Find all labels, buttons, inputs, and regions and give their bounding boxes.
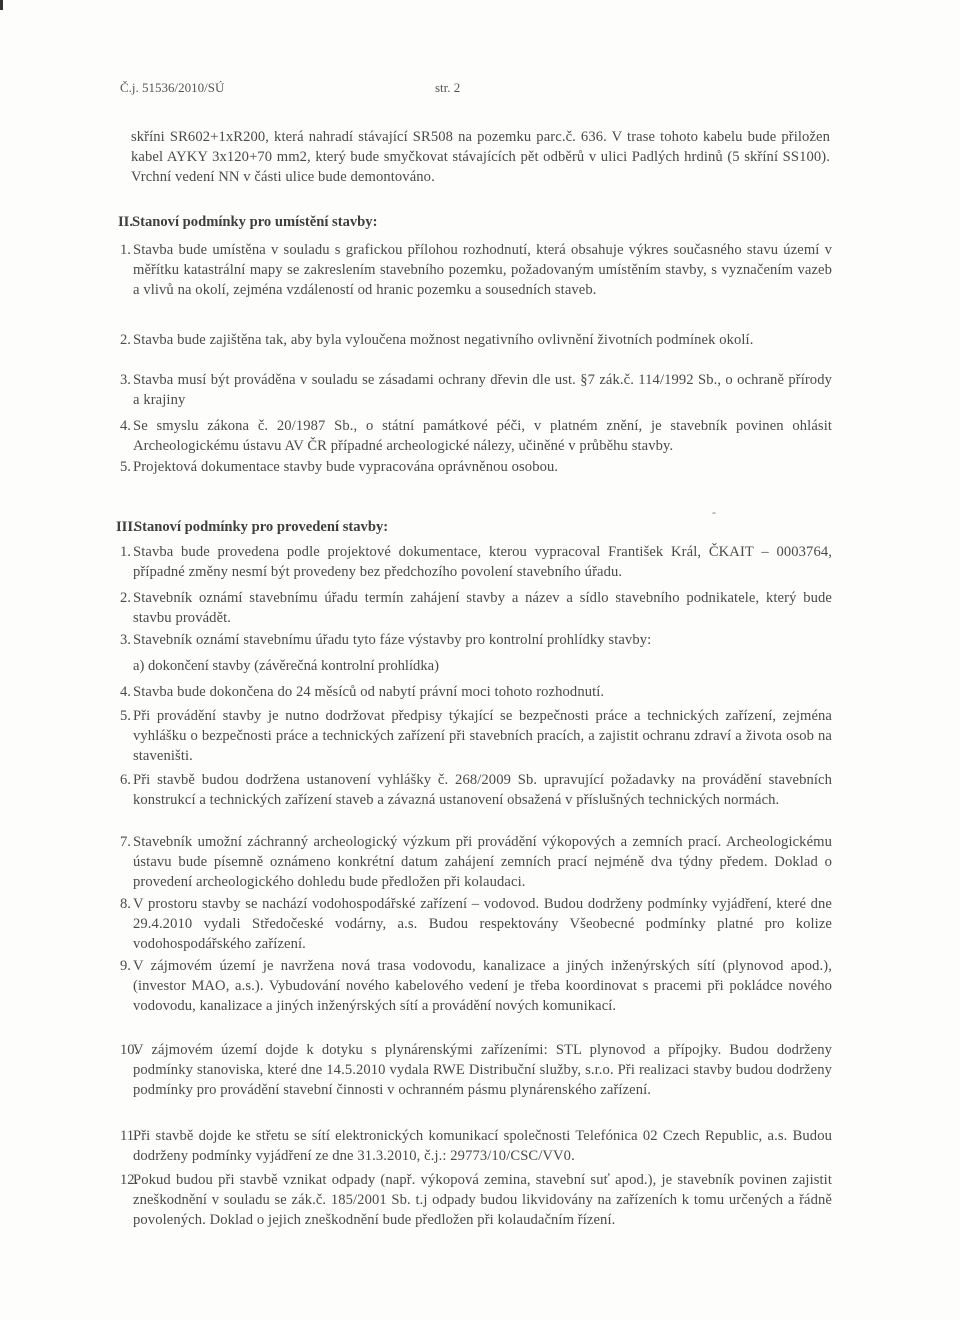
item-text: Stavebník umožní záchranný archeologický výzkum při provádění výkopových a zemních prací. Archeologickému ústavu bude písemně oznámeno konkrétní datum zahájení zemních prací nejméně dva týdny předem. Doklad o provedení archeologického dohledu bude předložen při kolaudaci. bbox=[133, 834, 832, 890]
item-text: Projektová dokumentace stavby bude vypracována oprávněnou osobou. bbox=[133, 459, 559, 475]
item-text: Stavba musí být prováděna v souladu se zásadami ochrany dřevin dle ust. §7 zák.č. 114/1992 Sb., o ochraně přírody a krajiny bbox=[133, 372, 832, 408]
section-3-title: Stanoví podmínky pro provedení stavby: bbox=[134, 519, 389, 535]
s3-item-3 bbox=[120, 630, 832, 650]
s3-item-10 bbox=[120, 1040, 832, 1100]
item-number: 10. bbox=[120, 1042, 139, 1058]
item-number: 3. bbox=[120, 372, 131, 388]
item-number: 5. bbox=[120, 708, 131, 724]
section-2-title: Stanoví podmínky pro umístění stavby: bbox=[132, 214, 378, 230]
item-number: 2. bbox=[120, 590, 131, 606]
intro-paragraph: skříni SR602+1xR200, která nahradí stávající SR508 na pozemku parc.č. 636. V trase tohoto kabelu bude přiložen kabel AYKY 3x120+70 mm2, který bude smyčkovat stávajících pět odběrů v ulici Padlých hrdinů (5 skříní SS100). Vrchní vedení NN v části ulice bude demontováno. bbox=[131, 129, 830, 185]
s3-item-5 bbox=[120, 706, 832, 766]
s2-item-5 bbox=[120, 457, 832, 477]
item-number: 11. bbox=[120, 1128, 138, 1144]
item-text: V zájmovém území dojde k dotyku s plynárenskými zařízeními: STL plynovod a přípojky. Budou dodrženy podmínky stanoviska, které dne 14.5.2010 vydala RWE Distribuční služby, s.r.o. Při realizaci stavby budou dodrženy podmínky pro provádění stavební činnosti v ochranném pásmu plynárenského zařízení. bbox=[133, 1042, 832, 1098]
item-number: 6. bbox=[120, 772, 131, 788]
section-2-number: II. bbox=[118, 214, 134, 230]
scan-edge-mark bbox=[0, 0, 3, 10]
item-text: Stavba bude dokončena do 24 měsíců od nabytí právní moci tohoto rozhodnutí. bbox=[133, 684, 605, 700]
s2-item-3 bbox=[120, 370, 832, 410]
s3-item-3-sub-a: a) dokončení stavby (závěrečná kontrolní prohlídka) bbox=[133, 658, 439, 674]
stray-dash: - bbox=[712, 505, 716, 519]
s3-item-11 bbox=[120, 1126, 832, 1166]
item-number: 1. bbox=[120, 544, 131, 560]
item-text: Stavba bude zajištěna tak, aby byla vyloučena možnost negativního ovlivnění životních podmínek okolí. bbox=[133, 332, 754, 348]
item-number: 12. bbox=[120, 1172, 139, 1188]
s3-item-9 bbox=[120, 956, 832, 1016]
item-number: 2. bbox=[120, 332, 131, 348]
item-number: 1. bbox=[120, 242, 131, 258]
item-number: 8. bbox=[120, 896, 131, 912]
s3-item-7 bbox=[120, 832, 832, 892]
s2-item-4 bbox=[120, 416, 832, 456]
item-text: Se smyslu zákona č. 20/1987 Sb., o státní památkové péči, v platném znění, je stavebník povinen ohlásit Archeologickému ústavu AV ČR případné archeologické nálezy, učiněné v průběhu stavby. bbox=[133, 418, 832, 454]
s2-item-2 bbox=[120, 330, 832, 350]
item-number: 4. bbox=[120, 418, 131, 434]
s3-item-1 bbox=[120, 542, 832, 582]
item-text: Stavba bude umístěna v souladu s grafickou přílohou rozhodnutí, která obsahuje výkres současného stavu území v měřítku katastrální mapy se zakreslením stavebního pozemku, požadovaným umístěním stavby, s vyznačením vazeb a vlivů na okolí, zejména vzdáleností od hranic pozemku a sousedních staveb. bbox=[133, 242, 832, 298]
item-text: Stavebník oznámí stavebnímu úřadu termín zahájení stavby a název a sídlo stavebního podnikatele, který bude stavbu provádět. bbox=[133, 590, 832, 626]
reference-number: Č.j. 51536/2010/SÚ bbox=[120, 80, 225, 95]
item-number: 5. bbox=[120, 459, 131, 475]
s3-item-12 bbox=[120, 1170, 832, 1230]
item-text: V zájmovém území je navržena nová trasa vodovodu, kanalizace a jiných inženýrských sítí (plynovod apod.), (investor MAO, a.s.). Vybudování nového kabelového vedení je třeba koordinovat s pracemi při pokládce nového vodovodu, kanalizace a jiných inženýrských sítí a provádění nových komunikací. bbox=[133, 958, 832, 1014]
s3-item-8 bbox=[120, 894, 832, 954]
item-text: Stavba bude provedena podle projektové dokumentace, kterou vypracoval František Král, ČKAIT – 0003764, případné změny nesmí být provedeny bez předchozího povolení stavebního úřadu. bbox=[133, 544, 832, 580]
item-number: 4. bbox=[120, 684, 131, 700]
item-text: Pokud budou při stavbě vznikat odpady (např. výkopová zemina, stavební suť apod.), je stavebník povinen zajistit zneškodnění v souladu se zák.č. 185/2001 Sb. t.j odpady budou likvidovány na zařízeních k tomu určených a řádně povolených. Doklad o jejich zneškodnění bude předložen při kolaudačním řízení. bbox=[133, 1172, 832, 1228]
item-number: 7. bbox=[120, 834, 131, 850]
s3-item-2 bbox=[120, 588, 832, 628]
page-number: str. 2 bbox=[435, 80, 461, 95]
item-text: V prostoru stavby se nachází vodohospodářské zařízení – vodovod. Budou dodrženy podmínky vyjádření, které dne 29.4.2010 vydali Středočeské vodárny, a.s. Budou respektovány Všeobecné podmínky platné pro kolize vodohospodářského zařízení. bbox=[133, 896, 832, 952]
item-text: Při stavbě dojde ke střetu se sítí elektronických komunikací společnosti Telefónica 02 Czech Republic, a.s. Budou dodrženy podmínky vyjádření ze dne 31.3.2010, č.j.: 29773/10/CSC/VV0. bbox=[133, 1128, 832, 1164]
s3-item-4 bbox=[120, 682, 832, 702]
item-text: Stavebník oznámí stavebnímu úřadu tyto fáze výstavby pro kontrolní prohlídky stavby: bbox=[133, 632, 652, 648]
item-number: 3. bbox=[120, 632, 131, 648]
s3-item-6 bbox=[120, 770, 832, 810]
s2-item-1 bbox=[120, 240, 832, 300]
section-3-number: III. bbox=[116, 519, 137, 535]
page-header bbox=[120, 80, 840, 98]
item-number: 9. bbox=[120, 958, 131, 974]
item-text: Při provádění stavby je nutno dodržovat předpisy týkající se bezpečnosti práce a technických zařízení, zejména vyhlášku o bezpečnosti práce a technických zařízení při stavebních pracích, a zajistit ochranu zdraví a života osob na staveništi. bbox=[133, 708, 832, 764]
item-text: Při stavbě budou dodržena ustanovení vyhlášky č. 268/2009 Sb. upravující požadavky na provádění stavebních konstrukcí a technických zařízení staveb a závazná ustanovení obsažená v příslušných technických normách. bbox=[133, 772, 832, 808]
